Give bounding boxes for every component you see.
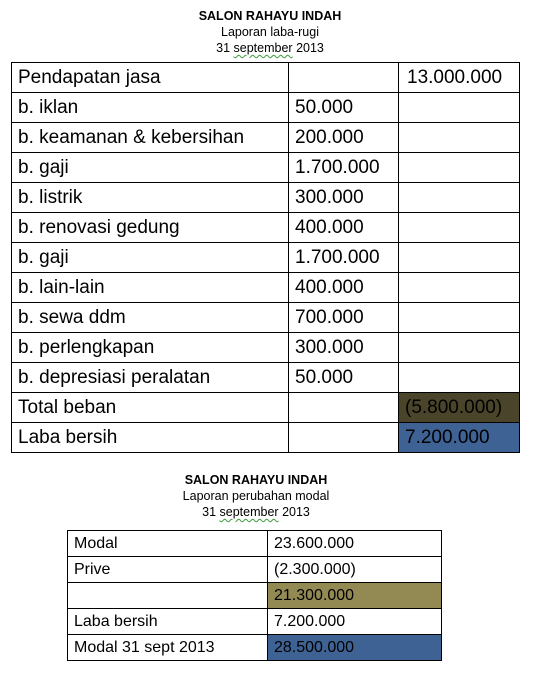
row-label: b. gaji bbox=[12, 243, 289, 273]
row-label: Modal bbox=[68, 531, 268, 557]
row-amount: (2.300.000) bbox=[268, 557, 442, 583]
net-income-row bbox=[12, 423, 520, 453]
ending-capital-row bbox=[68, 635, 442, 661]
row-amount: 400.000 bbox=[289, 273, 399, 303]
row-total bbox=[399, 153, 520, 183]
company-name: SALON RAHAYU INDAH bbox=[184, 473, 328, 487]
capital-statement-table bbox=[67, 530, 442, 661]
table-row bbox=[12, 183, 520, 213]
ending-capital-cell: 28.500.000 bbox=[268, 635, 442, 661]
total-expense-row bbox=[12, 393, 520, 423]
row-label: b. keamanan & kebersihan bbox=[12, 123, 289, 153]
row-total: 13.000.000 bbox=[399, 63, 520, 93]
row-label: b. iklan bbox=[12, 93, 289, 123]
row-label: Pendapatan jasa bbox=[12, 63, 289, 93]
row-amount: 1.700.000 bbox=[289, 243, 399, 273]
row-amount bbox=[289, 393, 399, 423]
table-row bbox=[12, 333, 520, 363]
row-total bbox=[399, 243, 520, 273]
table-row bbox=[68, 557, 442, 583]
row-amount: 7.200.000 bbox=[268, 609, 442, 635]
row-label: Prive bbox=[68, 557, 268, 583]
row-amount: 400.000 bbox=[289, 213, 399, 243]
table-row bbox=[12, 153, 520, 183]
row-label: b. depresiasi peralatan bbox=[12, 363, 289, 393]
table-row bbox=[68, 531, 442, 557]
report-subtitle: Laporan laba-rugi bbox=[221, 25, 319, 39]
row-label: Modal 31 sept 2013 bbox=[68, 635, 268, 661]
table-row bbox=[68, 609, 442, 635]
row-amount bbox=[289, 63, 399, 93]
report-subtitle: Laporan perubahan modal bbox=[182, 489, 330, 503]
row-amount: 300.000 bbox=[289, 183, 399, 213]
total-expense-cell: (5.800.000) bbox=[399, 393, 520, 423]
row-label: b. gaji bbox=[12, 153, 289, 183]
subtotal-row bbox=[68, 583, 442, 609]
table-row bbox=[12, 123, 520, 153]
row-amount: 50.000 bbox=[289, 93, 399, 123]
row-total bbox=[399, 183, 520, 213]
row-amount: 700.000 bbox=[289, 303, 399, 333]
table-row bbox=[12, 93, 520, 123]
row-amount: 1.700.000 bbox=[289, 153, 399, 183]
row-label bbox=[68, 583, 268, 609]
table-row bbox=[12, 63, 520, 93]
table-row bbox=[12, 303, 520, 333]
table-row bbox=[12, 243, 520, 273]
row-total bbox=[399, 333, 520, 363]
row-total bbox=[399, 213, 520, 243]
net-income-cell: 7.200.000 bbox=[399, 423, 520, 453]
row-total bbox=[399, 363, 520, 393]
row-total bbox=[399, 93, 520, 123]
row-amount bbox=[289, 423, 399, 453]
row-total bbox=[399, 303, 520, 333]
table-row bbox=[12, 273, 520, 303]
row-amount: 200.000 bbox=[289, 123, 399, 153]
row-label: Laba bersih bbox=[12, 423, 289, 453]
row-label: b. perlengkapan bbox=[12, 333, 289, 363]
row-total bbox=[399, 273, 520, 303]
row-label: b. renovasi gedung bbox=[12, 213, 289, 243]
row-label: b. sewa ddm bbox=[12, 303, 289, 333]
income-statement-header bbox=[0, 8, 540, 56]
company-name: SALON RAHAYU INDAH bbox=[198, 9, 342, 23]
income-statement-table bbox=[11, 62, 520, 453]
report-date: 31 september 2013 bbox=[216, 41, 324, 55]
row-total bbox=[399, 123, 520, 153]
report-date: 31 september 2013 bbox=[202, 505, 310, 519]
table-row bbox=[12, 363, 520, 393]
row-amount: 23.600.000 bbox=[268, 531, 442, 557]
row-label: b. listrik bbox=[12, 183, 289, 213]
capital-statement-header bbox=[0, 472, 526, 520]
row-label: Laba bersih bbox=[68, 609, 268, 635]
subtotal-cell: 21.300.000 bbox=[268, 583, 442, 609]
row-label: b. lain-lain bbox=[12, 273, 289, 303]
row-label: Total beban bbox=[12, 393, 289, 423]
row-amount: 50.000 bbox=[289, 363, 399, 393]
row-amount: 300.000 bbox=[289, 333, 399, 363]
table-row bbox=[12, 213, 520, 243]
